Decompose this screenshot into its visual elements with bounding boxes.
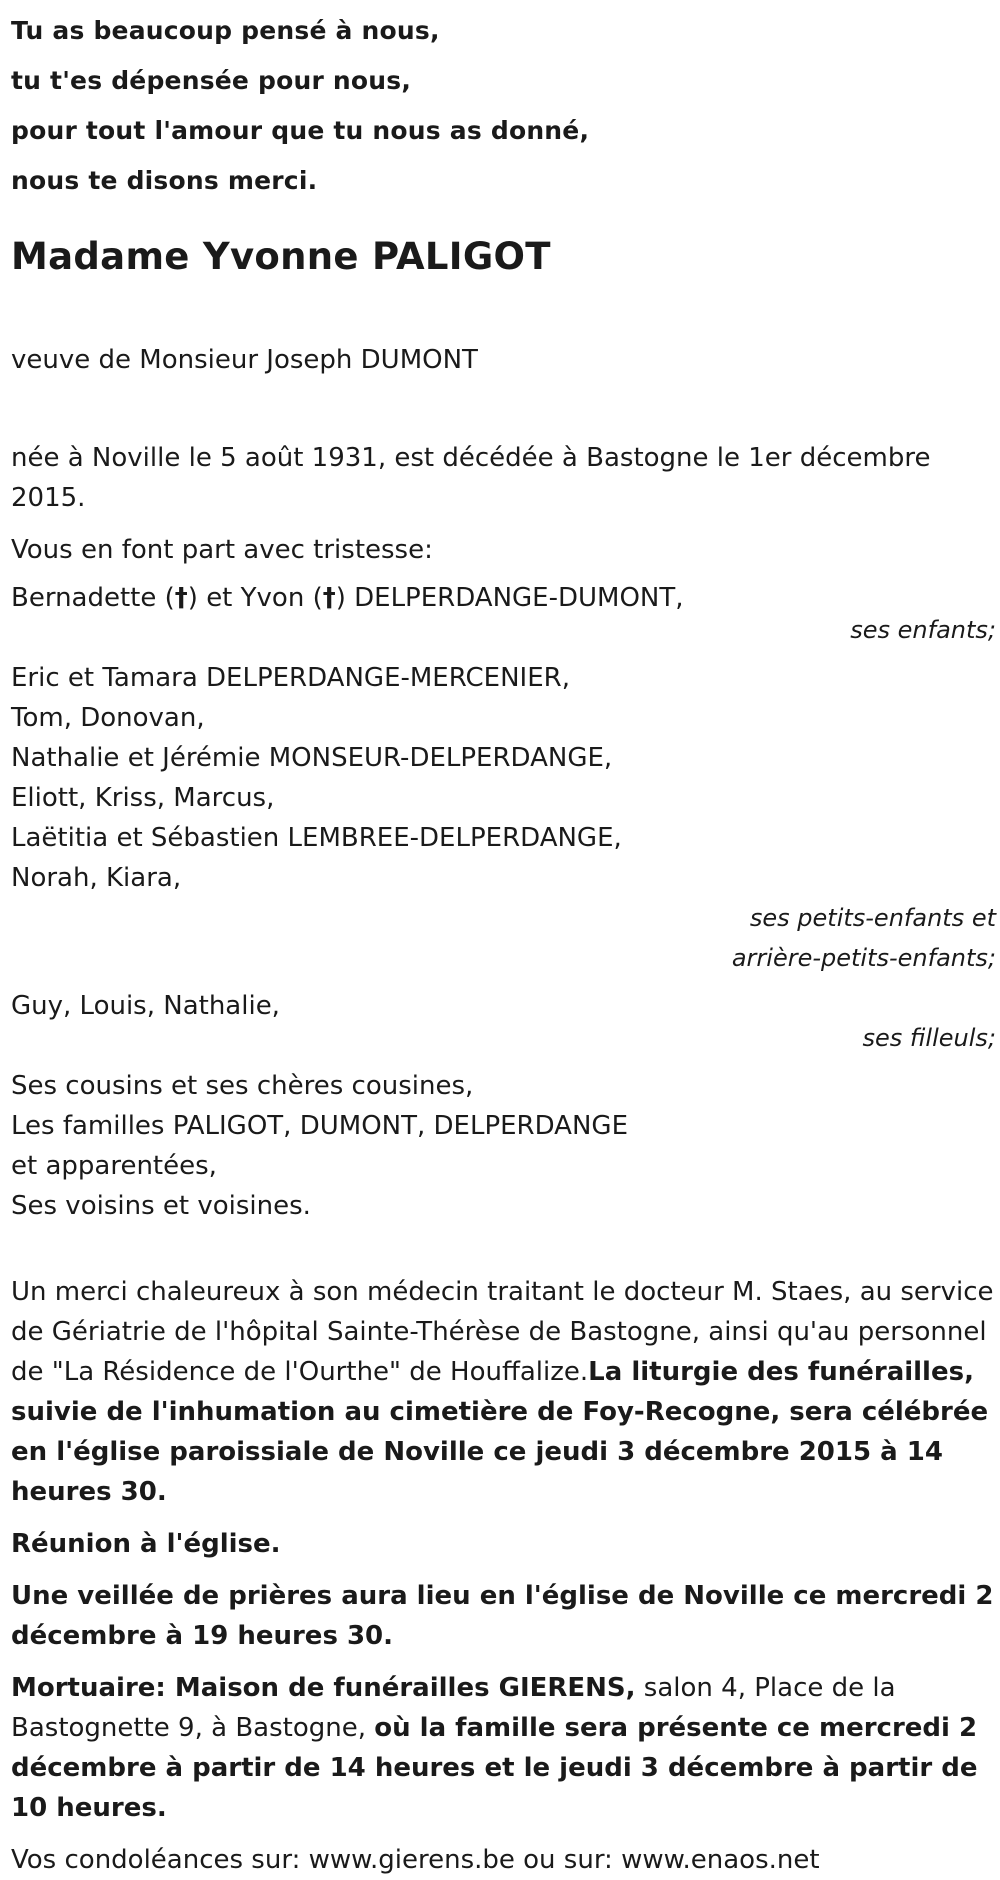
grandchildren-line: Nathalie et Jérémie MONSEUR-DELPERDANGE, bbox=[11, 743, 613, 773]
godchildren-role: ses filleuls; bbox=[862, 1024, 996, 1052]
grandchildren-line: Eliott, Kriss, Marcus, bbox=[11, 783, 275, 813]
other-line: et apparentées, bbox=[11, 1151, 217, 1181]
poem-line: nous te disons merci. bbox=[11, 166, 318, 195]
vigil-note: Une veillée de prières aura lieu en l'église de Noville ce mercredi 2 décembre à 19 heures 30. bbox=[11, 1581, 994, 1651]
grandchildren-line: Tom, Donovan, bbox=[11, 703, 205, 733]
godchildren-names: Guy, Louis, Nathalie, bbox=[11, 991, 280, 1021]
obituary-notice bbox=[11, 0, 996, 1880]
deceased-name: Madame Yvonne PALIGOT bbox=[11, 235, 551, 278]
cross-icon: † bbox=[174, 583, 188, 613]
grandchildren-line: Norah, Kiara, bbox=[11, 863, 182, 893]
birth-death-info: née à Noville le 5 août 1931, est décédée à Bastogne le 1er décembre 2015. bbox=[11, 443, 931, 513]
other-line: Ses voisins et voisines. bbox=[11, 1191, 311, 1221]
other-relatives bbox=[11, 1066, 996, 1226]
grandchildren-role: ses petits-enfants et arrière-petits-enfants; bbox=[731, 904, 996, 972]
children-group bbox=[11, 578, 996, 650]
other-line: Ses cousins et ses chères cousines, bbox=[11, 1071, 474, 1101]
widow-of: veuve de Monsieur Joseph DUMONT bbox=[11, 345, 478, 375]
poem-line: pour tout l'amour que tu nous as donné, bbox=[11, 116, 590, 145]
meeting-note: Réunion à l'église. bbox=[11, 1529, 281, 1559]
grandchildren-line: Laëtitia et Sébastien LEMBREE-DELPERDANGE, bbox=[11, 823, 622, 853]
condolences-line: Vos condoléances sur: www.gierens.be ou sur: www.enaos.net bbox=[11, 1845, 820, 1875]
grandchildren-line: Eric et Tamara DELPERDANGE-MERCENIER, bbox=[11, 663, 570, 693]
other-line: Les familles PALIGOT, DUMONT, DELPERDANGE bbox=[11, 1111, 628, 1141]
poem-line: tu t'es dépensée pour nous, bbox=[11, 66, 412, 95]
mortuary-info: Mortuaire: Maison de funérailles GIERENS, salon 4, Place de la Bastognette 9, à Bastogne, où la famille sera présente ce mercredi 2 décembre à partir de 14 heures et le jeudi 3 décembre à partir de 10 heures. bbox=[11, 1673, 978, 1823]
poem-line: Tu as beaucoup pensé à nous, bbox=[11, 16, 440, 45]
announce-intro: Vous en font part avec tristesse: bbox=[11, 535, 433, 565]
cross-icon: † bbox=[322, 583, 336, 613]
grandchildren-group bbox=[11, 658, 996, 978]
children-role: ses enfants; bbox=[850, 616, 996, 644]
poem bbox=[11, 6, 996, 206]
children-names: Bernadette (†) et Yvon (†) DELPERDANGE-DUMONT, bbox=[11, 583, 684, 613]
thanks-paragraph: Un merci chaleureux à son médecin traitant le docteur M. Staes, au service de Gériatrie de l'hôpital Sainte-Thérèse de Bastogne, ainsi qu'au personnel de "La Résidence de l'Ourthe" de Houffalize.La liturgie des funérailles, suivie de l'inhumation au cimetière de Foy-Recogne, sera célébrée en l'église paroissiale de Noville ce jeudi 3 décembre 2015 à 14 heures 30. bbox=[11, 1277, 994, 1507]
godchildren-group bbox=[11, 986, 996, 1058]
